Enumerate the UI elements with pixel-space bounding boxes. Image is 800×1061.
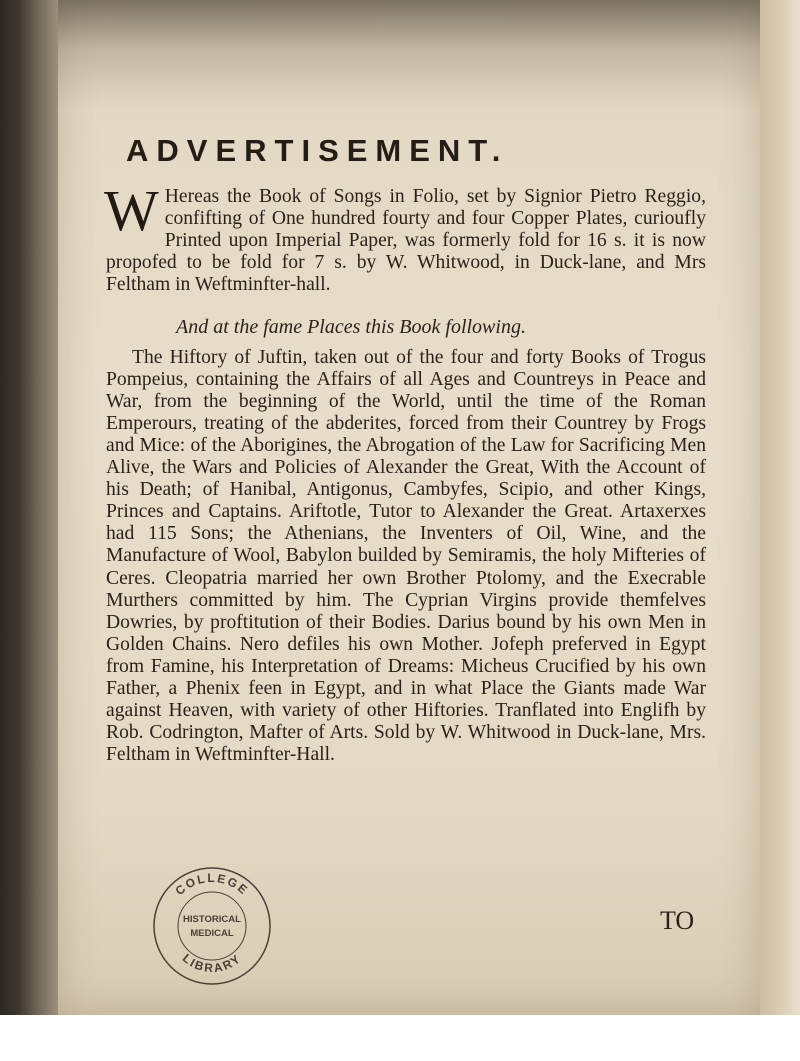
subheading: And at the fame Places this Book following. — [176, 316, 526, 339]
body-text — [104, 178, 706, 766]
scan-right-edge — [756, 0, 800, 1061]
stamp-line2: MEDICAL — [190, 928, 234, 939]
page-top-shadow — [58, 0, 760, 110]
catchword: TO — [660, 906, 695, 935]
stamp-top-text: COLLEGE — [172, 870, 252, 899]
paragraph-songs-text: Hereas the Book of Songs in Folio, set by Signior Pietro Reggio, confifting of One hundred fourty and four Copper Plates, curioufly Printed upon Imperial Paper, was formerly fold for 16 s. it is now propofed to be fold for 7 s. by W. Whitwood, in Duck-lane, and Mrs Feltham in Weftminfter-hall. — [106, 186, 706, 296]
paragraph-justin-history: The Hiftory of Juftin, taken out of the four and forty Books of Trogus Pompeius, containing the Affairs of all Ages and Countreys in Peace and War, from the beginning of the World, until the time of the Roman Emperours, treating of the abderites, forced from their Countrey by Frogs and Mice: of the Aborigines, the Abrogation of the Law for Sacrificing Men Alive, the Wars and Policies of Alexander the Great, With the Account of his Death; of Hanibal, Antigonus, Cambyfes, Scipio, and other Kings, Princes and Captains. Ariftotle, Tutor to Alexander the Great. Artaxerxes had 115 Sons; the Athenians, the Inventers of Oil, Wine, and the Manufacture of Wool, Babylon builded by Semiramis, the holy Mifteries of Ceres. Cleopatria married her own Brother Ptolomy, and the Execrable Murthers committed by him. The Cyprian Virgins provide themfelves Dowries, by proftitution of their Bodies. Darius bound by his own Men in Golden Chains. Nero defiles his own Mother. Jofeph preferved in Egypt from Famine, his Interpretation of Dreams: Micheus Crucified by his own Father, a Phenix feen in Egypt, and in what Place the Giants made War against Heaven, with variety of other Hiftories. Tranflated into Englifh by Rob. Codrington, Mafter of Arts. Sold by W. Whitwood in Duck-lane, Mrs. Feltham in Weftminfter-Hall. — [106, 346, 706, 766]
stamp-bottom-text: LIBRARY — [179, 950, 245, 976]
page-heading: ADVERTISEMENT. — [126, 133, 509, 168]
library-stamp — [150, 864, 274, 988]
drop-cap: W — [104, 178, 159, 243]
page-bottom-margin — [0, 1015, 800, 1061]
stamp-inner-ring — [178, 892, 246, 960]
paragraph-songs-book — [104, 178, 706, 296]
stamp-line1: HISTORICAL — [183, 914, 241, 925]
scan-binding-edge — [0, 0, 62, 1061]
